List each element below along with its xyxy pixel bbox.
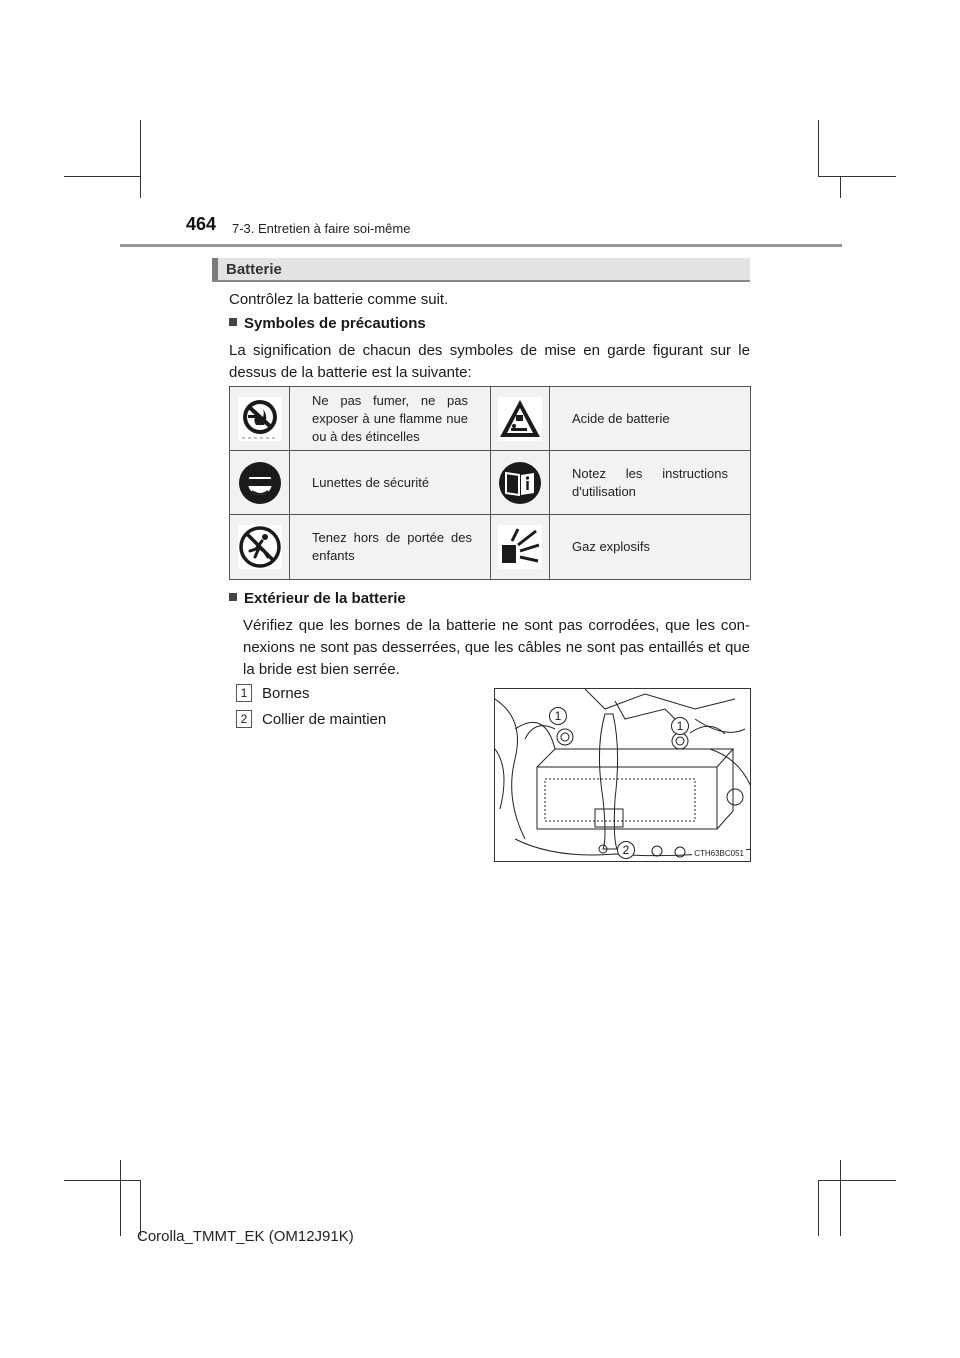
legend-number: 1 — [236, 684, 252, 702]
symbol-label: Tenez hors de portée des enfants — [312, 530, 472, 563]
figure-code: CTH63BC051 — [694, 849, 744, 858]
crop-mark — [64, 176, 140, 177]
explosive-gas-icon — [498, 525, 542, 569]
battery-acid-icon — [498, 397, 542, 441]
exterior-description: Vérifiez que les bornes de la batterie ne sont pas corrodées, que les con-nexions ne sont pas desserrées, que les câbles ne sont pas entaillés et que la bride est bien serrée. — [243, 617, 750, 678]
precautions-heading-text: Symboles de précautions — [244, 315, 426, 332]
section-title: 7-3. Entretien à faire soi-même — [232, 221, 411, 236]
legend-item — [236, 710, 386, 728]
block-title-bar — [212, 258, 750, 282]
legend-item — [236, 684, 310, 702]
crop-mark — [818, 120, 819, 176]
symbol-cell — [490, 515, 550, 579]
crop-mark — [840, 176, 841, 198]
read-instructions-icon — [498, 461, 542, 505]
crop-mark — [818, 176, 896, 177]
block-title: Batterie — [226, 261, 282, 278]
crop-mark — [840, 1160, 841, 1236]
crop-mark — [818, 1180, 896, 1181]
symbol-cell — [490, 451, 550, 514]
symbol-cell — [230, 387, 290, 450]
symbol-cell — [490, 387, 550, 450]
crop-mark — [120, 1160, 121, 1236]
battery-illustration — [494, 688, 751, 862]
figure-callout: 2 — [617, 841, 635, 859]
header-rule — [120, 244, 842, 247]
crop-mark — [64, 1180, 140, 1181]
symbol-label: Lunettes de sécurité — [312, 474, 430, 490]
precautions-heading — [229, 315, 426, 332]
table-row — [230, 451, 750, 515]
exterior-heading — [229, 590, 406, 607]
safety-glasses-icon — [238, 461, 282, 505]
symbol-label: Acide de batterie — [572, 410, 670, 426]
legend-label: Bornes — [262, 685, 310, 702]
table-row — [230, 515, 750, 579]
legend-number: 2 — [236, 710, 252, 728]
symbol-label: Notez les instructions d'utilisation — [572, 465, 728, 499]
precautions-description: La signification de chacun des symboles de mise en garde figurant sur le dessus de la batterie est la suivante: — [229, 342, 750, 381]
legend-label: Collier de maintien — [262, 711, 387, 728]
keep-away-children-icon — [238, 525, 282, 569]
figure-callout: 1 — [671, 717, 689, 735]
table-row — [230, 387, 750, 451]
bullet-square-icon — [229, 593, 237, 601]
footer-doc-id: Corolla_TMMT_EK (OM12J91K) — [137, 1228, 354, 1245]
symbol-cell — [230, 451, 290, 514]
intro-text: Contrôlez la batterie comme suit. — [229, 291, 449, 308]
symbol-label: Gaz explosifs — [572, 539, 651, 554]
symbol-label: Ne pas fumer, ne pas exposer à une flamme nue ou à des étincelles — [312, 392, 468, 444]
figure-callout: 1 — [549, 707, 567, 725]
symbols-table — [229, 386, 751, 580]
bullet-square-icon — [229, 318, 237, 326]
page-number: 464 — [186, 214, 217, 234]
crop-mark — [818, 1180, 819, 1236]
title-bar-accent — [212, 258, 218, 280]
no-smoking-flame-icon — [238, 397, 282, 441]
battery-drawing — [495, 689, 751, 862]
symbol-cell — [230, 515, 290, 579]
crop-mark — [140, 120, 141, 198]
exterior-heading-text: Extérieur de la batterie — [244, 590, 406, 607]
